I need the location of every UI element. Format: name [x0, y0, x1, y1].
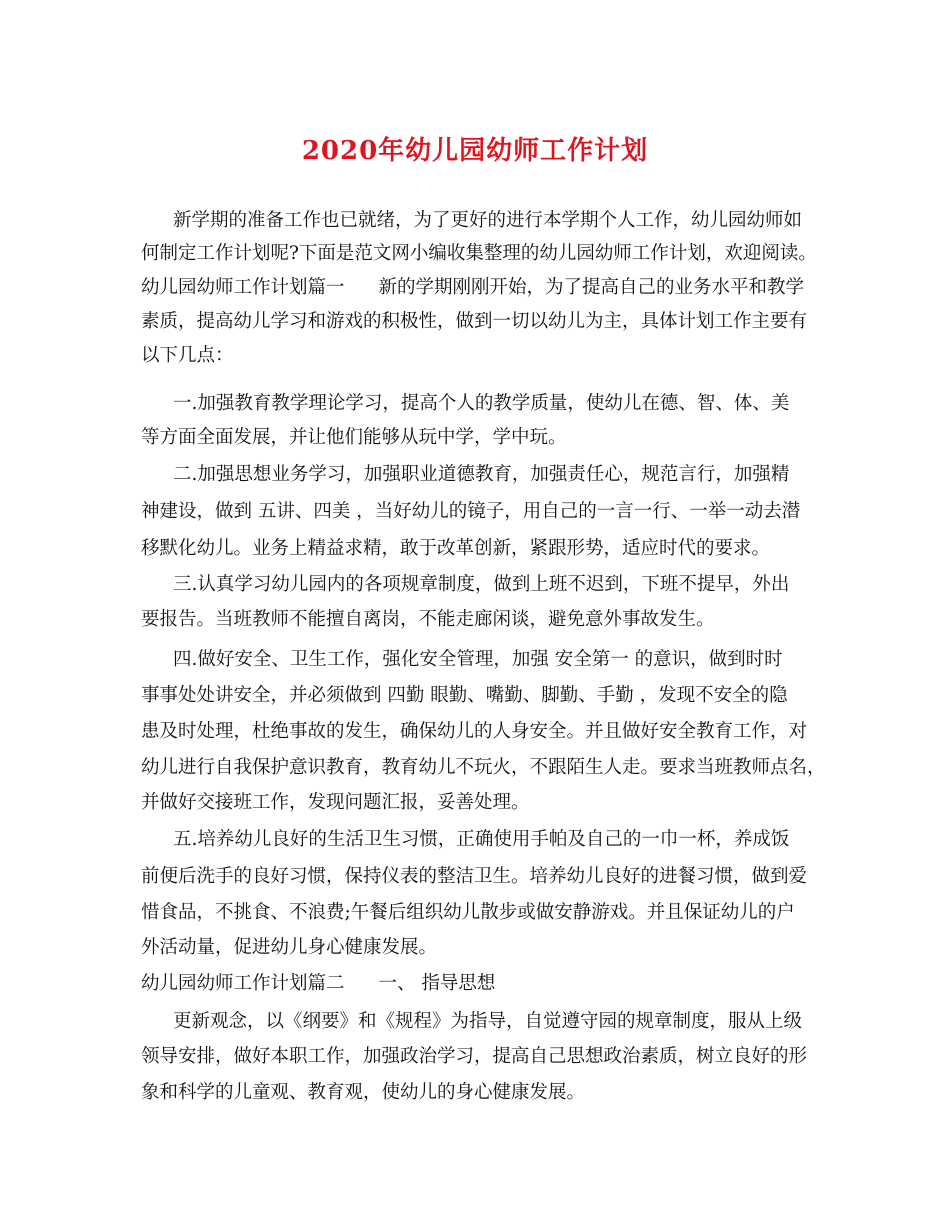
item1-line-1: 一.加强教育教学理论学习，提高个人的教学质量，使幼儿在德、智、体、美 — [173, 393, 790, 414]
item4-line-5: 并做好交接班工作，发现问题汇报，妥善处理。 — [141, 792, 530, 813]
intro-line-2: 何制定工作计划呢?下面是范文网小编收集整理的幼儿园幼师工作计划，欢迎阅读。 — [141, 243, 817, 264]
item5-line-2: 前便后洗手的良好习惯，保持仪表的整洁卫生。培养幼儿良好的进餐习惯，做到爱 — [141, 866, 808, 887]
item4-line-3: 患及时处理，杜绝事故的发生，确保幼儿的人身安全。并且做好安全教育工作，对 — [141, 721, 808, 742]
guideline-line-3: 象和科学的儿童观、教育观，使幼儿的身心健康发展。 — [141, 1082, 586, 1103]
item2-line-3: 移默化幼儿。业务上精益求精，敢于改革创新，紧跟形势，适应时代的要求。 — [141, 538, 771, 559]
guideline-line-1: 更新观念，以《纲要》和《规程》为指导，自觉遵守园的规章制度，服从上级 — [173, 1011, 803, 1032]
section1-heading: 幼儿园幼师工作计划篇一 — [141, 277, 345, 298]
item4-line-1: 四.做好安全、卫生工作，强化安全管理，加强 安全第一 的意识，做到时时 — [173, 649, 783, 670]
section1-text: 新的学期刚刚开始，为了提高自己的业务水平和教学 — [378, 277, 805, 298]
section2-subheading: 一、 指导思想 — [378, 973, 496, 994]
item3-line-2: 要报告。当班教师不能擅自离岗，不能走廊闲谈，避免意外事故发生。 — [141, 609, 715, 630]
item1-line-2: 等方面全面发展，并让他们能够从玩中学，学中玩。 — [141, 427, 567, 448]
section1-line-3: 以下几点： — [141, 345, 234, 366]
guideline-line-2: 领导安排，做好本职工作，加强政治学习，提高自己思想政治素质，树立良好的形 — [141, 1046, 808, 1067]
section1-line-2: 素质，提高幼儿学习和游戏的积极性，做到一切以幼儿为主，具体计划工作主要有 — [141, 311, 808, 332]
document-title: 2020年幼儿园幼师工作计划 — [301, 136, 649, 166]
section2-heading: 幼儿园幼师工作计划篇二 — [141, 973, 345, 994]
section1-heading-line — [141, 274, 804, 302]
item5-line-3: 惜食品，不挑食、不浪费;午餐后组织幼儿散步或做安静游戏。并且保证幼儿的户 — [141, 902, 795, 923]
section2-heading-line — [141, 970, 495, 998]
item5-line-1: 五.培养幼儿良好的生活卫生习惯，正确使用手帕及自己的一巾一杯，养成饭 — [173, 829, 790, 850]
intro-line-1: 新学期的准备工作也已就绪，为了更好的进行本学期个人工作，幼儿园幼师如 — [173, 210, 803, 231]
item3-line-1: 三.认真学习幼儿园内的各项规章制度，做到上班不迟到，下班不提早，外出 — [173, 574, 790, 595]
item2-line-2: 神建设，做到 五讲、四美 ，当好幼儿的镜子，用自己的一言一行、一举一动去潜 — [141, 501, 801, 522]
item4-line-2: 事事处处讲安全，并必须做到 四勤 眼勤、嘴勤、脚勤、手勤 ，发现不安全的隐 — [141, 685, 788, 706]
item4-line-4: 幼儿进行自我保护意识教育，教育幼儿不玩火，不跟陌生人走。要求当班教师点名， — [141, 757, 826, 778]
item2-line-1: 二.加强思想业务学习，加强职业道德教育，加强责任心，规范言行，加强精 — [173, 464, 790, 485]
item5-line-4: 外活动量，促进幼儿身心健康发展。 — [141, 937, 438, 958]
